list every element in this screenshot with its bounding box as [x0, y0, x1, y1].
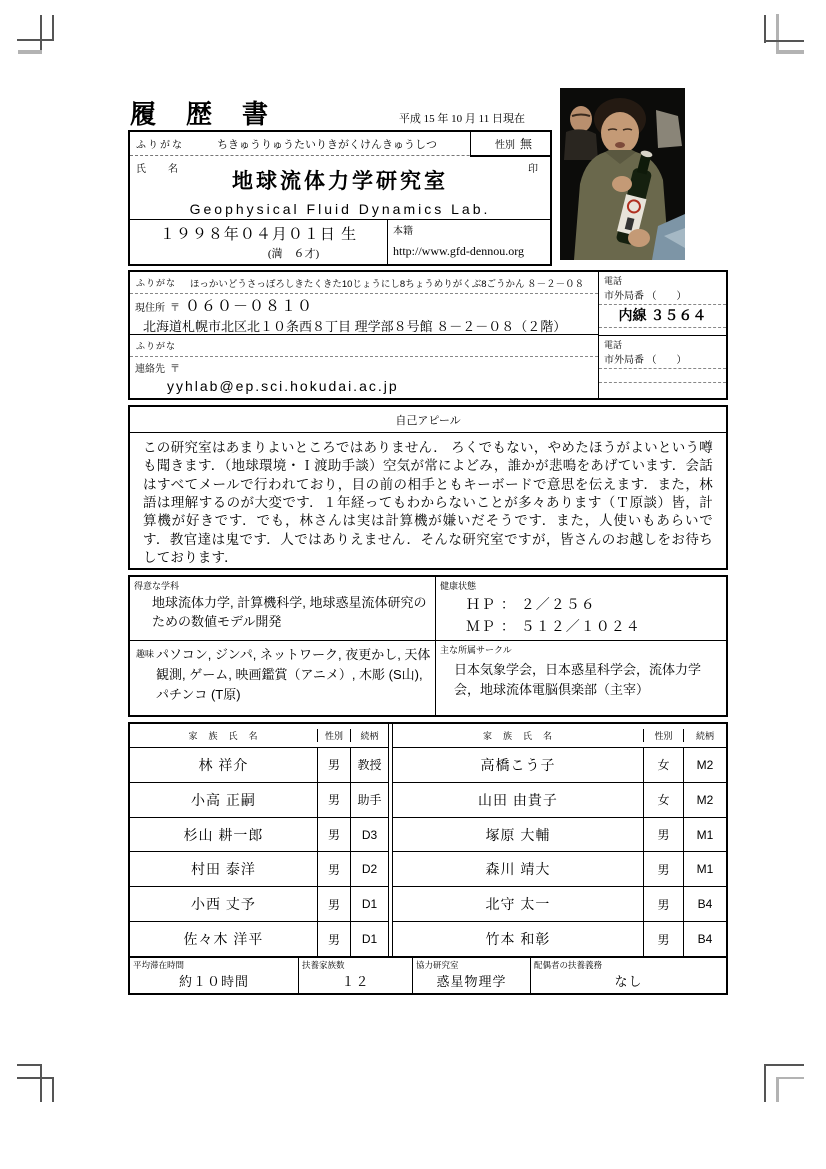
postal-mark: 〒: [170, 303, 180, 314]
member-sex: 男: [317, 783, 350, 817]
name-row: [130, 156, 550, 220]
area-code-value: （ ）: [646, 355, 687, 366]
area-code-row: [599, 287, 726, 305]
subjects-value: 地球流体力学, 計算機科学, 地球惑星流体研究のための数値モデル開発: [152, 595, 427, 629]
id-photo: [560, 88, 685, 260]
table-row: [130, 921, 388, 956]
member-name: 森川 靖大: [485, 861, 551, 878]
spouse-value: なし: [614, 974, 643, 989]
sex-header: 性別: [643, 729, 683, 742]
date-note: 平成 15 年 10 月 11 日現在: [398, 113, 525, 125]
member-relation: D1: [350, 887, 388, 921]
table-header: [393, 724, 726, 747]
subjects-cell: [130, 577, 435, 640]
contact-furigana-row: [130, 335, 598, 357]
relation-header: 続柄: [683, 729, 726, 742]
appeal-title: 自己アピール: [130, 407, 726, 433]
member-relation: B4: [683, 922, 726, 956]
family-table-right: [393, 724, 726, 956]
area-code-label: 市外局番: [604, 291, 644, 302]
furigana-label: ふりがな: [136, 278, 177, 288]
gender-value: 無: [519, 137, 532, 151]
address-section: [128, 270, 728, 400]
member-relation: D3: [350, 818, 388, 852]
skills-section: [128, 575, 728, 717]
name-header: 家 族 氏 名: [482, 731, 553, 741]
member-name: 林 祥介: [198, 756, 249, 773]
relation-header: 続柄: [350, 729, 388, 742]
circle-label: 主な所属サークル: [440, 645, 512, 655]
circle-value: 日本気象学会，日本惑星科学会，流体力学会，地球流体電脳倶楽部（主宰）: [454, 662, 702, 698]
avg-time-value: 約１０時間: [178, 974, 249, 989]
coop-lab-label: 協力研究室: [416, 960, 459, 970]
member-name: 小西 丈予: [191, 896, 256, 913]
phone-column: [598, 272, 726, 398]
family-table: [130, 724, 726, 956]
coop-lab-cell: [412, 958, 530, 993]
seal-label: 印: [528, 164, 538, 175]
area-code-row: [599, 351, 726, 369]
summary-row: [130, 956, 726, 993]
family-section: [128, 722, 728, 995]
table-row: [130, 817, 388, 852]
address-column: [130, 272, 598, 398]
member-sex: 女: [643, 748, 683, 782]
hobby-label: 趣味: [136, 649, 155, 659]
birth-registry-row: [130, 220, 550, 264]
appeal-body: この研究室はあまりよいところではありません． ろくでもない，やめたほうがよいという噂も聞きます．（地球環境・Ｉ渡助手談）空気が常によどみ，誰かが悲鳴をあげています．会話はすべてメールで行われており，目の前の相手ともキーボードで意思を伝えます．また，林語は理解するのが大変です．１年経ってもわからないことが多々あります（Ｔ原談）皆，計算機が好きです．でも，林さんは実は計算機が嫌いだそうです．また，人使いもあらいです．教官達は鬼です．人ではありえません．そんな研究室ですが，皆さんのお越しをお待ちしております．: [143, 440, 713, 566]
birthdate-cell: [130, 220, 387, 264]
member-name: 村田 泰洋: [191, 861, 256, 878]
member-relation: M1: [683, 818, 726, 852]
registry-url: http://www.gfd-dennou.org: [393, 244, 524, 258]
page-title: 履 歴 書: [130, 100, 271, 129]
gender-label: 性別: [494, 140, 515, 151]
member-sex: 男: [643, 852, 683, 886]
member-sex: 女: [643, 783, 683, 817]
table-header: [130, 724, 388, 747]
table-row: [393, 886, 726, 921]
member-relation: 助手: [350, 783, 388, 817]
member-name: 高橋こう子: [480, 756, 556, 773]
member-name: 竹本 和彰: [485, 931, 551, 948]
spouse-cell: [530, 958, 726, 993]
phone-cell-2: [599, 336, 726, 398]
dependents-value: １２: [341, 974, 370, 989]
table-row: [393, 747, 726, 782]
table-row: [393, 782, 726, 817]
address-value: 北海道札幌市北区北１０条西８丁目 理学部８号館 ８－２－０８（２階）: [143, 319, 567, 334]
health-cell: [435, 577, 726, 640]
address-label: 現住所: [135, 303, 165, 314]
member-sex: 男: [643, 887, 683, 921]
furigana-label: ふりがな: [136, 140, 184, 151]
member-sex: 男: [317, 922, 350, 956]
family-table-left: [130, 724, 388, 956]
name-section: [128, 130, 552, 266]
current-address-cell: [130, 294, 598, 335]
health-hp: ＨＰ ： ２／２５６: [466, 596, 596, 612]
member-relation: M1: [683, 852, 726, 886]
phone-label: 電話: [604, 276, 623, 286]
spouse-label: 配偶者の扶養義務: [534, 960, 603, 970]
health-mp: ＭＰ ： ５１２／１０２４: [466, 618, 641, 634]
table-row: [130, 886, 388, 921]
phone-empty-row: [599, 369, 726, 383]
circle-cell: [435, 640, 726, 715]
birthdate-value: １９９８年０４月０１日 生: [159, 226, 358, 243]
avg-time-label: 平均滞在時間: [133, 960, 185, 970]
member-name: 北守 太一: [485, 896, 551, 913]
gender-cell: [470, 132, 550, 155]
table-row: [130, 782, 388, 817]
lab-name-english: Geophysical Fluid Dynamics Lab.: [189, 200, 491, 217]
member-relation: 教授: [350, 748, 388, 782]
area-code-label: 市外局番: [604, 355, 644, 366]
contact-label: 連絡先: [135, 364, 165, 375]
registry-label: 本籍: [393, 226, 413, 237]
member-name: 杉山 耕一郎: [183, 826, 264, 843]
member-sex: 男: [317, 748, 350, 782]
dependents-label: 扶養家族数: [302, 960, 345, 970]
table-row: [130, 851, 388, 886]
member-name: 佐々木 洋平: [183, 931, 264, 948]
registry-cell: [387, 220, 550, 264]
name-header: 家 族 氏 名: [188, 731, 259, 741]
member-relation: M2: [683, 783, 726, 817]
subjects-label: 得意な学科: [134, 581, 180, 591]
member-relation: D1: [350, 922, 388, 956]
address-furigana-row: [130, 272, 598, 294]
member-name: 小高 正嗣: [191, 791, 256, 808]
member-sex: 男: [643, 818, 683, 852]
member-name: 塚原 大輔: [485, 826, 551, 843]
appeal-section: [128, 405, 728, 570]
member-sex: 男: [317, 887, 350, 921]
furigana-value: ちきゅうりゅうたいりきがくけんきゅうしつ: [217, 138, 437, 151]
phone-label: 電話: [604, 340, 623, 350]
age-note: (満 ６才): [267, 248, 320, 260]
dependents-cell: [298, 958, 412, 993]
hobby-value: パソコン, ジンパ, ネットワーク, 夜更かし, 天体観測, ゲーム, 映画鑑賞（アニメ）, 木彫 (S山), パチンコ (T原): [156, 647, 431, 703]
phone-cell-1: [599, 272, 726, 336]
furigana-label: ふりがな: [136, 341, 177, 351]
member-relation: D2: [350, 852, 388, 886]
member-sex: 男: [317, 852, 350, 886]
postal-mark: 〒: [170, 364, 180, 375]
avg-time-cell: [130, 958, 298, 993]
table-row: [393, 817, 726, 852]
coop-lab-value: 惑星物理学: [436, 974, 507, 989]
extension-value: 内線 ３５６４: [599, 305, 726, 328]
name-label: 氏 名: [136, 164, 184, 175]
member-sex: 男: [643, 922, 683, 956]
member-sex: 男: [317, 818, 350, 852]
health-label: 健康状態: [440, 581, 477, 591]
postal-code: ０６０－０８１０: [185, 298, 314, 315]
member-relation: M2: [683, 748, 726, 782]
contact-cell: [130, 357, 598, 398]
table-row: [130, 747, 388, 782]
contact-email: yyhlab@ep.sci.hokudai.ac.jp: [167, 378, 399, 394]
lab-name-japanese: 地球流体力学研究室: [232, 169, 448, 193]
table-row: [393, 921, 726, 956]
name-furigana-row: [130, 132, 550, 156]
table-row: [393, 851, 726, 886]
area-code-value: （ ）: [646, 291, 687, 302]
member-relation: B4: [683, 887, 726, 921]
sex-header: 性別: [317, 729, 350, 742]
id-photo-image: [560, 88, 685, 260]
member-name: 山田 由貴子: [478, 791, 558, 808]
hobby-cell: [130, 640, 435, 715]
address-furigana-value: ほっかいどうさっぽろしきたくきた10じょうにし8ちょうめりがくぶ8ごうかん ８－２－０８: [189, 278, 585, 290]
